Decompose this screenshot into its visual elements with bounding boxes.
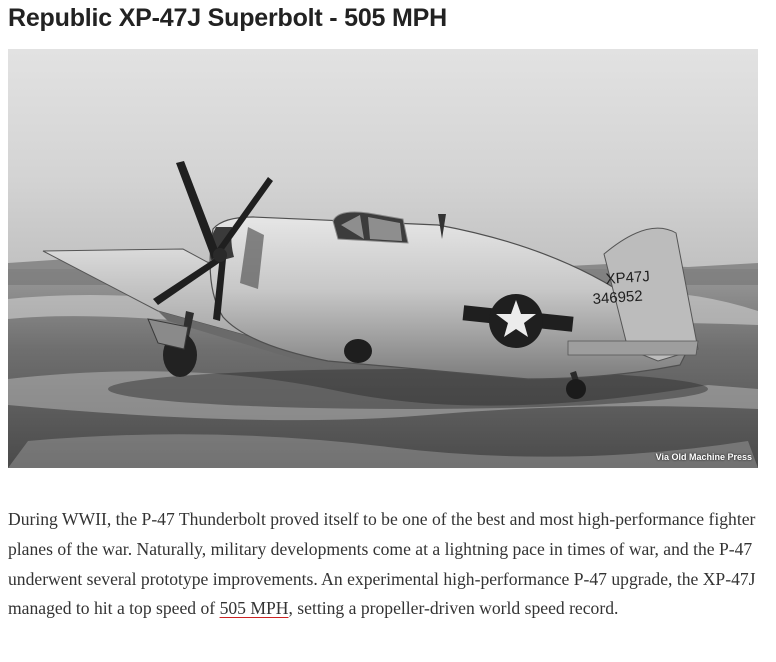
tail-marking-serial: 346952 [592, 287, 644, 308]
article [8, 0, 758, 619]
tail-marking-model: XP47J [605, 267, 651, 288]
image-credit: Via Old Machine Press [655, 452, 752, 462]
speed-record-link[interactable]: 505 MPH [219, 598, 289, 619]
aircraft-photo [8, 49, 758, 468]
article-title: Republic XP-47J Superbolt - 505 MPH [8, 4, 447, 32]
article-paragraph [8, 505, 758, 624]
paragraph-text-end: , setting a propeller-driven world speed record. [288, 598, 619, 619]
aircraft-photo-illustration [8, 49, 758, 468]
paragraph-text-start: During WWII, the P-47 Thunderbolt proved itself to be one of the best and most high-performance fighter planes of the war. Naturally, military developments come at a lightning pace in times of war, and the P-47 underwent several prototype improvements. An experimental high-performance P-47 upgrade, the XP-47J managed to hit a top speed of [8, 509, 756, 619]
